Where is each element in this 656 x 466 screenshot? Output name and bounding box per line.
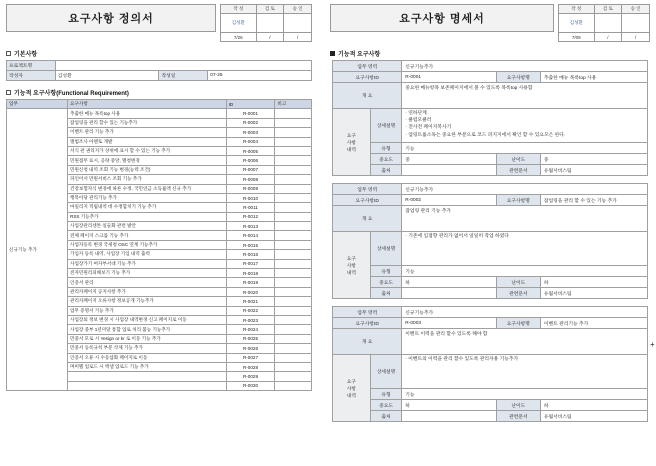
group-label-new-feature: 신규기능 추가 xyxy=(7,109,68,391)
req-name-value[interactable]: 추출한 메뉴 목록top 사용 xyxy=(540,72,647,83)
approval-col-2: 승 인 xyxy=(622,5,650,14)
col-header-task: 업무 xyxy=(7,100,68,109)
type-value[interactable]: 기능 xyxy=(402,266,648,277)
project-name-label: 프로젝트명 xyxy=(7,61,56,71)
author-value[interactable]: 김성환 xyxy=(55,71,159,81)
approval-date-2: / xyxy=(622,33,650,42)
requirement-note[interactable] xyxy=(275,165,312,174)
requirements-definition-page xyxy=(0,0,318,466)
requirement-id: R-0023 xyxy=(226,315,275,324)
table-row xyxy=(333,109,648,143)
difficulty-value[interactable]: 하 xyxy=(540,277,647,288)
checkbox-icon xyxy=(6,90,11,95)
approval-name-2 xyxy=(284,14,312,33)
requirement-id: R-0021 xyxy=(226,297,275,306)
table-row xyxy=(333,318,648,329)
requirement-note[interactable] xyxy=(275,118,312,127)
requirement-text[interactable]: 사업장가기 여자부서대 기능 추가 xyxy=(68,259,227,268)
req-name-label: 요구사항명 xyxy=(496,195,540,206)
requirement-text[interactable]: 민원신청 내역 조회 기능 변경(능력 조건) xyxy=(68,165,227,174)
approval-date-1: / xyxy=(594,33,622,42)
checkbox-icon xyxy=(6,51,11,56)
source-label: 출처 xyxy=(370,165,402,176)
related-value[interactable]: 유월서비스팀 xyxy=(540,288,647,299)
table-row xyxy=(7,61,312,71)
detail-label: 상세설명 xyxy=(370,232,402,266)
requirement-note[interactable] xyxy=(275,212,312,221)
type-label: 유형 xyxy=(370,143,402,154)
detail-label: 상세설명 xyxy=(370,109,402,143)
right-page-title: 요구사항 명세서 xyxy=(399,13,485,25)
requirement-id: R-0009 xyxy=(226,184,275,193)
requirement-id: R-0014 xyxy=(226,231,275,240)
table-row xyxy=(333,329,648,355)
priority-label: 중요도 xyxy=(370,400,402,411)
requirement-id: R-0022 xyxy=(226,306,275,315)
requirement-id: R-0013 xyxy=(226,222,275,231)
area-value[interactable]: 신규기능추가 xyxy=(402,184,648,195)
requirement-note[interactable] xyxy=(275,381,312,390)
type-value[interactable]: 기능 xyxy=(402,389,648,400)
type-value[interactable]: 기능 xyxy=(402,143,648,154)
approval-date-1: / xyxy=(256,33,284,42)
requirement-id: R-0017 xyxy=(226,259,275,268)
requirement-id: R-0025 xyxy=(226,334,275,343)
date-label: 작성일 xyxy=(159,71,208,81)
requirement-note[interactable] xyxy=(275,325,312,334)
priority-value[interactable]: 하 xyxy=(402,277,497,288)
requirement-id: R-0026 xyxy=(226,344,275,353)
req-id-value[interactable]: R-0001 xyxy=(402,72,497,83)
priority-value[interactable]: 중 xyxy=(402,154,497,165)
source-value[interactable] xyxy=(402,165,497,176)
summary-value[interactable]: 잡업링 관리 기능 추가 xyxy=(402,206,648,232)
related-value[interactable]: 유월서비스팀 xyxy=(540,411,647,422)
req-name-value[interactable]: 잡업링을 관리 할 수 있는 기능 추가 xyxy=(540,195,647,206)
requirement-note[interactable] xyxy=(275,203,312,212)
related-value[interactable]: 유월서비스팀 xyxy=(540,165,647,176)
requirement-id: R-0016 xyxy=(226,250,275,259)
detail-line: · 업링트롤소독는 중요한 부분으로 코드 퍼지지에서 확인 할 수 있요모은 한다. xyxy=(405,132,644,139)
requirement-id: R-0018 xyxy=(226,269,275,278)
requirement-note[interactable] xyxy=(275,362,312,371)
bullet-square-icon xyxy=(330,51,335,56)
approval-date-0: 7/26 xyxy=(221,33,257,42)
table-row xyxy=(333,389,648,400)
requirement-text[interactable]: 추출한 메뉴 목록top 사용 xyxy=(68,109,227,118)
requirement-id: R-0001 xyxy=(226,109,275,118)
area-label: 업무 영역 xyxy=(333,184,402,195)
requirement-text[interactable]: 서식 관 권리지가 상위에 표시 할 수 있는 기능 추가 xyxy=(68,146,227,155)
detail-line: · 클럽모클러 xyxy=(405,117,644,124)
table-header-row xyxy=(7,100,312,109)
requirement-note[interactable] xyxy=(275,353,312,362)
col-header-id: ID xyxy=(226,100,275,109)
summary-label: 개 요 xyxy=(333,329,402,355)
summary-value[interactable]: 중요한 메뉴항목 보존페이지에서 볼 수 있도록 목록top 사용함 xyxy=(402,83,648,109)
related-label: 관련문서 xyxy=(496,165,540,176)
detail-value[interactable] xyxy=(402,355,648,389)
table-row xyxy=(333,83,648,109)
author-label: 작성자 xyxy=(7,71,56,81)
requirement-note[interactable] xyxy=(275,184,312,193)
req-id-label: 요구사항ID xyxy=(333,195,402,206)
requirement-text[interactable]: 민중서 모로 시 Yesign or kr 로 이동 기능 추가 xyxy=(68,334,227,343)
req-id-value[interactable]: R-0002 xyxy=(402,195,497,206)
left-title-cell xyxy=(6,4,216,32)
requirement-note[interactable] xyxy=(275,109,312,118)
date-value[interactable]: 07-25 xyxy=(208,71,312,81)
requirement-note[interactable] xyxy=(275,231,312,240)
right-document-header xyxy=(324,0,656,42)
approval-name-0: 김성환 xyxy=(221,14,257,33)
requirement-text[interactable]: 잡업링을 관리 할수 있는 기능추가 xyxy=(68,118,227,127)
right-section-heading xyxy=(330,49,656,58)
table-row xyxy=(333,232,648,266)
table-row xyxy=(333,143,648,154)
left-approval-block xyxy=(220,4,312,42)
table-row xyxy=(333,206,648,232)
source-label: 출처 xyxy=(370,411,402,422)
right-title-cell xyxy=(330,4,554,32)
requirement-text[interactable]: 사업장외 정보 변경 시 사업장 내역변경 신고 페이지로 이동 xyxy=(68,315,227,324)
spec-block-3 xyxy=(332,306,648,422)
table-row xyxy=(333,165,648,176)
col-header-note: 비고 xyxy=(275,100,312,109)
approval-col-1: 검 토 xyxy=(256,5,284,14)
requirement-note[interactable] xyxy=(275,222,312,231)
req-name-label: 요구사항명 xyxy=(496,72,540,83)
requirement-id: R-0011 xyxy=(226,203,275,212)
functional-section-heading xyxy=(6,88,318,97)
priority-label: 중요도 xyxy=(370,154,402,165)
requirement-note[interactable] xyxy=(275,137,312,146)
area-label: 업무 영역 xyxy=(333,61,402,72)
requirement-text[interactable]: 사업장관리센톤 일들화 관련 발안 xyxy=(68,222,227,231)
requirement-id: R-0003 xyxy=(226,128,275,137)
detail-group-label: 요구 사항 내역 xyxy=(333,355,371,422)
requirement-text[interactable]: 앨범조사 아멘토 개발 xyxy=(68,137,227,146)
requirement-id: R-0007 xyxy=(226,165,275,174)
requirement-text[interactable]: 건강보험자식 변경에 따른 수정, 국민연금 소득률액 신규 추가 xyxy=(68,184,227,193)
requirement-note[interactable] xyxy=(275,287,312,296)
spec-block-1 xyxy=(332,60,648,176)
area-label: 업무 영역 xyxy=(333,307,402,318)
requirement-id: R-0015 xyxy=(226,240,275,249)
source-label: 출처 xyxy=(370,288,402,299)
requirement-text[interactable] xyxy=(68,381,227,390)
difficulty-label: 난이도 xyxy=(496,400,540,411)
table-row xyxy=(333,184,648,195)
table-row xyxy=(7,71,312,81)
basic-section-label: 기본사항 xyxy=(14,52,38,58)
requirement-text[interactable]: 마일리지 적립내역 데 수정합치기 기능 추가 xyxy=(68,203,227,212)
table-row xyxy=(333,411,648,422)
req-name-value[interactable]: 이벤트 관리기능 추가 xyxy=(540,318,647,329)
detail-group-label: 요구 사항 내역 xyxy=(333,109,371,176)
detail-value[interactable] xyxy=(402,109,648,143)
requirement-text[interactable]: 가입자 등록 내역, 사업장 기입 내역 출력 xyxy=(68,250,227,259)
summary-value[interactable]: 이벤트 이력을 관리 할수 있도록 해야 함 xyxy=(402,329,648,355)
req-id-value[interactable]: R-0003 xyxy=(402,318,497,329)
requirement-text[interactable] xyxy=(68,372,227,381)
requirement-text[interactable]: RSS 기능추가 xyxy=(68,212,227,221)
table-row xyxy=(333,277,648,288)
table-row xyxy=(333,61,648,72)
table-row xyxy=(333,288,648,299)
requirement-text[interactable]: 파인어서 만원서비스 조회 기능 추가 xyxy=(68,175,227,184)
requirement-id: R-0004 xyxy=(226,137,275,146)
requirement-note[interactable] xyxy=(275,278,312,287)
requirement-text[interactable]: 사업장 중부 1년미달 통합 업로 처리 불능 기능추가 xyxy=(68,325,227,334)
requirement-note[interactable] xyxy=(275,306,312,315)
basic-section-heading xyxy=(6,49,318,58)
requirement-text[interactable]: 업무 증명서 기능 추가 xyxy=(68,306,227,315)
requirement-text[interactable]: 사업자등록 변경 국세청 OSC 연계 기능추가 xyxy=(68,240,227,249)
requirement-text[interactable]: 며미멜 업로드 시 액셀 업로드 기능 추가 xyxy=(68,362,227,371)
requirement-id: R-0012 xyxy=(226,212,275,221)
requirement-text[interactable]: 인증서 관리 xyxy=(68,278,227,287)
table-row xyxy=(333,266,648,277)
requirement-id: R-0024 xyxy=(226,325,275,334)
detail-line: · 기존에 입접향 관리가 없어서 일일히 작업 하였다 xyxy=(405,233,644,240)
related-label: 관련문서 xyxy=(496,288,540,299)
requirement-text[interactable]: 이벤트 관리 기능 추가 xyxy=(68,128,227,137)
priority-value[interactable]: 하 xyxy=(402,400,497,411)
detail-group-label: 요구 사항 내역 xyxy=(333,232,371,299)
requirement-note[interactable] xyxy=(275,259,312,268)
requirement-id: R-0030 xyxy=(226,381,275,390)
requirement-text[interactable]: 민중서 등록규칙 부분 삭제 기능 추가 xyxy=(68,344,227,353)
table-row xyxy=(333,400,648,411)
project-name-value[interactable] xyxy=(55,61,311,71)
requirement-id: R-0006 xyxy=(226,156,275,165)
requirement-note[interactable] xyxy=(275,156,312,165)
requirement-id: R-0002 xyxy=(226,118,275,127)
source-value[interactable] xyxy=(402,411,497,422)
requirement-note[interactable] xyxy=(275,128,312,137)
requirement-text[interactable]: 전체 페이지 스크롤 기능 추가 xyxy=(68,231,227,240)
requirement-text[interactable]: 전자민원리피해보기 기능 추가 xyxy=(68,269,227,278)
req-id-label: 요구사항ID xyxy=(333,318,402,329)
requirement-text[interactable]: 관리자페이지 오류사항 정보공개 기능추가 xyxy=(68,297,227,306)
area-value[interactable]: 신규기능추가 xyxy=(402,61,648,72)
requirement-id: R-0010 xyxy=(226,193,275,202)
right-section-label: 기능적 요구사항 xyxy=(338,52,381,58)
requirement-note[interactable] xyxy=(275,269,312,278)
requirements-table xyxy=(6,99,312,391)
col-header-requirement: 요구사항 xyxy=(68,100,227,109)
left-document-header xyxy=(0,0,318,42)
requirement-text[interactable]: 관리자페이지 공지사항 추가 xyxy=(68,287,227,296)
spec-block-2 xyxy=(332,183,648,299)
requirements-specification-page xyxy=(324,0,656,466)
requirement-text[interactable]: 민원접무 표시, 공략 중앙, 멜청변경 xyxy=(68,156,227,165)
requirement-note[interactable] xyxy=(275,372,312,381)
table-row xyxy=(333,355,648,389)
requirement-text[interactable]: 인증서 오류 시 수동삽화 페이지로 이동 xyxy=(68,353,227,362)
type-label: 유형 xyxy=(370,389,402,400)
right-approval-block xyxy=(558,4,650,42)
area-value[interactable]: 신규기능추가 xyxy=(402,307,648,318)
requirement-text[interactable]: 행복아당 관리기능 추가 xyxy=(68,193,227,202)
requirement-id: R-0027 xyxy=(226,353,275,362)
requirement-note[interactable] xyxy=(275,240,312,249)
approval-col-1: 검 토 xyxy=(594,5,622,14)
difficulty-value[interactable]: 중 xyxy=(540,154,647,165)
requirement-id: R-0028 xyxy=(226,362,275,371)
type-label: 유형 xyxy=(370,266,402,277)
requirement-note[interactable] xyxy=(275,334,312,343)
approval-col-0: 작 성 xyxy=(221,5,257,14)
approval-name-2 xyxy=(622,14,650,33)
requirement-note[interactable] xyxy=(275,175,312,184)
requirement-id: R-0005 xyxy=(226,146,275,155)
detail-label: 상세설명 xyxy=(370,355,402,389)
approval-col-2: 승 인 xyxy=(284,5,312,14)
table-row xyxy=(333,154,648,165)
approval-name-1 xyxy=(594,14,622,33)
requirement-id: R-0019 xyxy=(226,278,275,287)
left-page-title: 요구사항 정의서 xyxy=(68,13,154,25)
detail-line: · 이벤트의 이력을 관리 할수 있도록 관리자용 기능추가 xyxy=(405,356,644,363)
requirement-id: R-0008 xyxy=(226,175,275,184)
approval-date-2: / xyxy=(284,33,312,42)
approval-col-0: 작 성 xyxy=(559,5,595,14)
detail-line: · 전사전 페이지복사기 xyxy=(405,124,644,131)
priority-label: 중요도 xyxy=(370,277,402,288)
requirement-note[interactable] xyxy=(275,146,312,155)
requirement-note[interactable] xyxy=(275,297,312,306)
detail-value[interactable] xyxy=(402,232,648,266)
approval-name-0: 김성환 xyxy=(559,14,595,33)
table-row xyxy=(333,195,648,206)
page-break-marker: + xyxy=(650,340,655,349)
difficulty-label: 난이도 xyxy=(496,154,540,165)
table-row xyxy=(333,72,648,83)
approval-name-1 xyxy=(256,14,284,33)
basic-info-table xyxy=(6,60,312,81)
summary-label: 개 요 xyxy=(333,206,402,232)
requirement-note[interactable] xyxy=(275,344,312,353)
source-value[interactable] xyxy=(402,288,497,299)
requirement-note[interactable] xyxy=(275,315,312,324)
detail-line: · 연하단계 xyxy=(405,110,644,117)
req-id-label: 요구사항ID xyxy=(333,72,402,83)
requirement-id: R-0020 xyxy=(226,287,275,296)
requirement-id: R-0029 xyxy=(226,372,275,381)
req-name-label: 요구사항명 xyxy=(496,318,540,329)
functional-section-label: 기능적 요구사항(Functional Requirement) xyxy=(14,91,129,97)
table-row xyxy=(333,307,648,318)
related-label: 관련문서 xyxy=(496,411,540,422)
table-row xyxy=(7,109,312,118)
approval-date-0: 7/09 xyxy=(559,33,595,42)
requirement-note[interactable] xyxy=(275,193,312,202)
difficulty-value[interactable]: 하 xyxy=(540,400,647,411)
summary-label: 개 요 xyxy=(333,83,402,109)
requirement-note[interactable] xyxy=(275,250,312,259)
difficulty-label: 난이도 xyxy=(496,277,540,288)
